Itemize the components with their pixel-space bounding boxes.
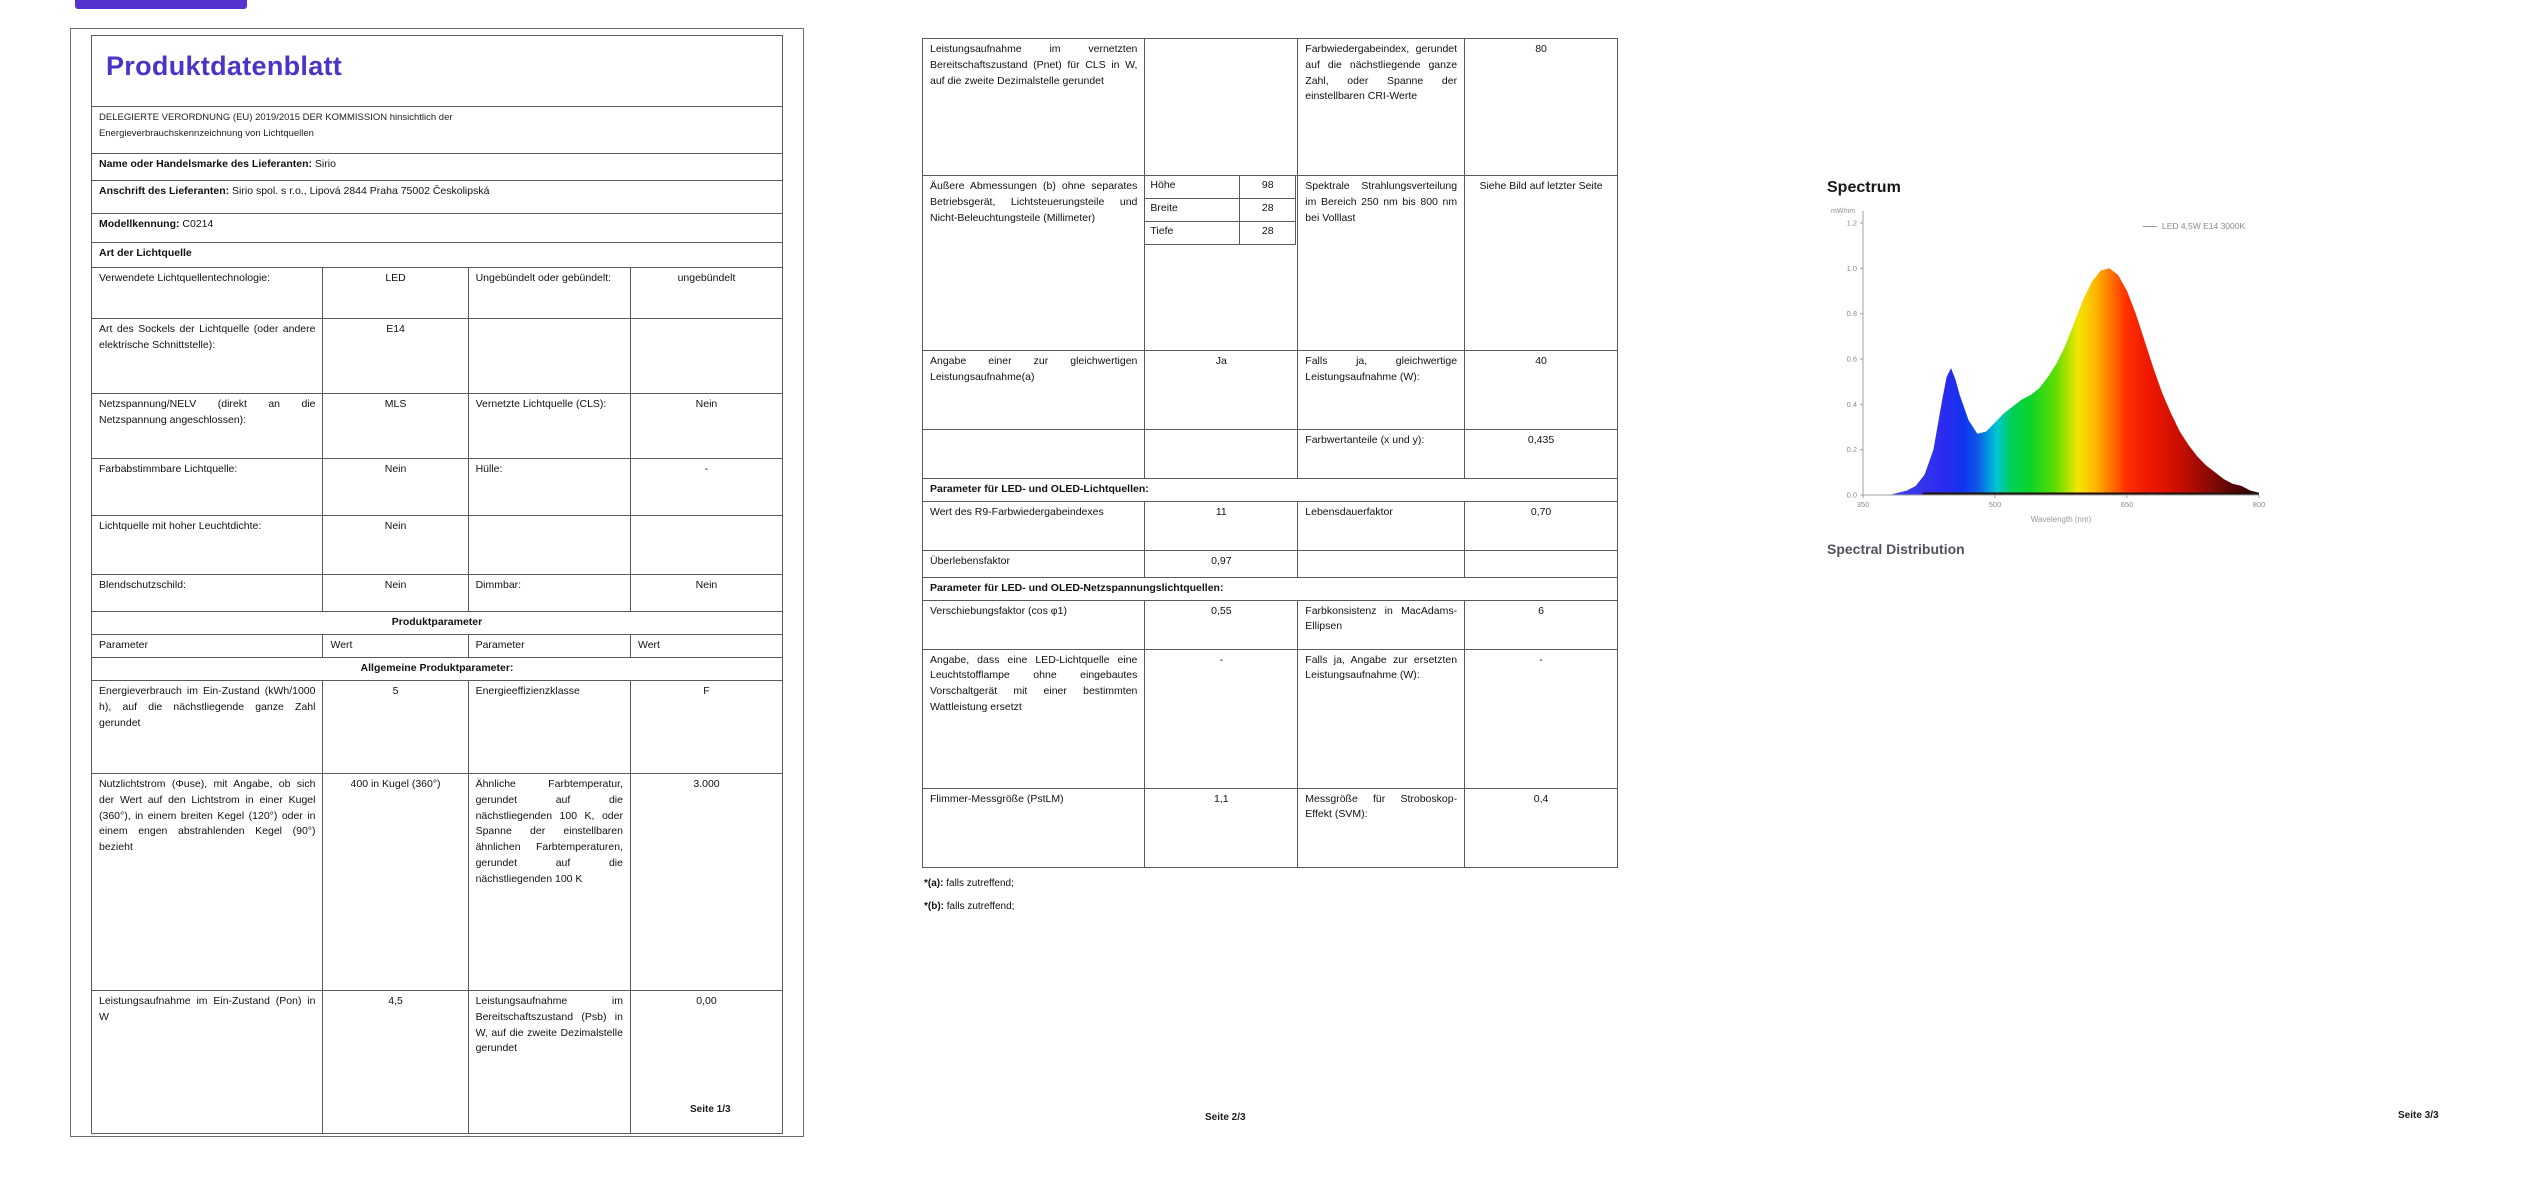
svg-text:1.0: 1.0 bbox=[1846, 263, 1857, 273]
dim-label: Breite bbox=[1145, 199, 1240, 222]
supplier-name-row bbox=[92, 154, 783, 181]
svg-text:mW/nm: mW/nm bbox=[1831, 208, 1856, 215]
section-led-oled: Parameter für LED- und OLED-Lichtquellen: bbox=[923, 479, 1618, 502]
param-value: LED bbox=[323, 268, 468, 319]
param-value: - bbox=[1465, 649, 1618, 788]
param-value: 0,00 bbox=[630, 991, 782, 1134]
param-label: Farbabstimmbare Lichtquelle: bbox=[92, 459, 323, 516]
table-row bbox=[92, 681, 783, 774]
table-row bbox=[923, 788, 1618, 867]
param-value: 0,4 bbox=[1465, 788, 1618, 867]
param-value: Nein bbox=[630, 394, 782, 459]
model-value: C0214 bbox=[182, 218, 214, 230]
footnote-b-mark: *(b): bbox=[924, 900, 944, 912]
param-value bbox=[1465, 550, 1618, 577]
svg-text:1.2: 1.2 bbox=[1846, 218, 1857, 228]
param-value: 0,97 bbox=[1145, 550, 1298, 577]
table-row bbox=[92, 991, 783, 1134]
param-label: Angabe, dass eine LED-Lichtquelle eine Leuchtstofflampe ohne eingebautes Vorschaltgerät mit einer bestimmten Wattleistung ersetzt bbox=[923, 649, 1145, 788]
param-value: 0,55 bbox=[1145, 600, 1298, 649]
param-label: Lichtquelle mit hoher Leuchtdichte: bbox=[92, 516, 323, 575]
param-label: Farbwiedergabeindex, gerundet auf die nächstliegende ganze Zahl, oder Spanne der einstellbaren CRI-Werte bbox=[1298, 39, 1465, 176]
model-row bbox=[92, 214, 783, 243]
param-label bbox=[1298, 550, 1465, 577]
param-value: MLS bbox=[323, 394, 468, 459]
param-label: Verschiebungsfaktor (cos φ1) bbox=[923, 600, 1145, 649]
param-label: Dimmbar: bbox=[468, 575, 630, 612]
svg-text:800: 800 bbox=[2252, 500, 2266, 509]
param-value: 400 in Kugel (360°) bbox=[323, 774, 468, 991]
param-label: Leistungsaufnahme im Ein-Zustand (Pon) in W bbox=[92, 991, 323, 1134]
table-row bbox=[92, 394, 783, 459]
table-row bbox=[92, 268, 783, 319]
section-produktparameter: Produktparameter bbox=[92, 612, 783, 635]
table-row bbox=[923, 550, 1618, 577]
svg-text:Wavelength (nm): Wavelength (nm) bbox=[2030, 515, 2092, 524]
param-label: Verwendete Lichtquellentechnologie: bbox=[92, 268, 323, 319]
param-label bbox=[468, 516, 630, 575]
table-row bbox=[1145, 222, 1296, 245]
param-value: 40 bbox=[1465, 351, 1618, 430]
param-value: 5 bbox=[323, 681, 468, 774]
table-row bbox=[92, 575, 783, 612]
param-label: Vernetzte Lichtquelle (CLS): bbox=[468, 394, 630, 459]
section-led-oled-mains: Parameter für LED- und OLED-Netzspannungslichtquellen: bbox=[923, 577, 1618, 600]
param-label bbox=[468, 319, 630, 394]
param-header-row bbox=[92, 635, 783, 658]
param-label: Farbkonsistenz in MacAdams-Ellipsen bbox=[1298, 600, 1465, 649]
param-label: Blendschutzschild: bbox=[92, 575, 323, 612]
param-label: Lebensdauerfaktor bbox=[1298, 501, 1465, 550]
model-label: Modellkennung: bbox=[99, 218, 180, 230]
footnote-b bbox=[924, 899, 1620, 914]
param-label: Ungebündelt oder gebündelt: bbox=[468, 268, 630, 319]
supplier-address-value: Sirio spol. s r.o., Lipová 2844 Praha 75002 Českolipská bbox=[232, 185, 490, 197]
table-row bbox=[923, 176, 1618, 351]
param-label: Energieeffizienzklasse bbox=[468, 681, 630, 774]
svg-text:0.8: 0.8 bbox=[1846, 309, 1857, 319]
dim-label: Höhe bbox=[1145, 176, 1240, 199]
param-label: Art des Sockels der Lichtquelle (oder andere elektrische Schnittstelle): bbox=[92, 319, 323, 394]
table-row bbox=[923, 600, 1618, 649]
spectrum-caption: Spectral Distribution bbox=[1827, 541, 1965, 557]
param-label: Energieverbrauch im Ein-Zustand (kWh/1000 h), auf die nächstliegende ganze Zahl gerundet bbox=[92, 681, 323, 774]
table-row bbox=[923, 351, 1618, 430]
param-value: 11 bbox=[1145, 501, 1298, 550]
dim-value: 28 bbox=[1240, 199, 1296, 222]
spectrum-page bbox=[1815, 175, 2495, 605]
param-value bbox=[630, 319, 782, 394]
param-label: Hülle: bbox=[468, 459, 630, 516]
dimensions-cell bbox=[1145, 176, 1298, 351]
regulation-line-1: DELEGIERTE VERORDNUNG (EU) 2019/2015 DER KOMMISSION hinsichtlich der bbox=[99, 112, 453, 123]
footnote-a-text: falls zutreffend; bbox=[943, 877, 1014, 889]
param-label: Äußere Abmessungen (b) ohne separates Betriebsgerät, Lichtsteuerungsteile und Nicht-Beleuchtungsteile (Millimeter) bbox=[923, 176, 1145, 351]
supplier-address-row bbox=[92, 181, 783, 214]
param-value: Ja bbox=[1145, 351, 1298, 430]
table-row bbox=[1145, 176, 1296, 199]
param-value bbox=[1145, 430, 1298, 479]
header-parameter: Parameter bbox=[92, 635, 323, 658]
svg-text:650: 650 bbox=[2120, 500, 2134, 509]
dim-value: 98 bbox=[1240, 176, 1296, 199]
svg-text:0.4: 0.4 bbox=[1846, 399, 1857, 409]
page-title: Produktdatenblatt bbox=[106, 51, 343, 81]
regulation-cell bbox=[92, 107, 783, 154]
param-value: Nein bbox=[323, 575, 468, 612]
svg-text:500: 500 bbox=[1988, 500, 2002, 509]
param-label: Falls ja, gleichwertige Leistungsaufnahme (W): bbox=[1298, 351, 1465, 430]
screen-edge-artifact bbox=[75, 0, 247, 9]
table-row bbox=[923, 501, 1618, 550]
param-label: Ähnliche Farbtemperatur, gerundet auf die nächstliegenden 100 K, oder Spanne der einstellbaren ähnlichen Farbtemperaturen, gerundet auf die nächstliegenden 100 K bbox=[468, 774, 630, 991]
param-label: Leistungsaufnahme im vernetzten Bereitschaftszustand (Pnet) für CLS in W, auf die zweite Dezimalstelle gerundet bbox=[923, 39, 1145, 176]
param-value: 3.000 bbox=[630, 774, 782, 991]
param-value: 0,70 bbox=[1465, 501, 1618, 550]
datasheet-table-page2 bbox=[922, 38, 1618, 868]
table-row bbox=[923, 430, 1618, 479]
table-row bbox=[92, 319, 783, 394]
param-value: 0,435 bbox=[1465, 430, 1618, 479]
param-value: 4,5 bbox=[323, 991, 468, 1134]
page1-footer: Seite 1/3 bbox=[690, 1104, 731, 1115]
legend-line-icon bbox=[2143, 226, 2157, 227]
param-value: Nein bbox=[323, 516, 468, 575]
svg-text:0.2: 0.2 bbox=[1846, 445, 1857, 455]
dimensions-mini-table bbox=[1145, 176, 1296, 246]
table-row bbox=[923, 649, 1618, 788]
dim-label: Tiefe bbox=[1145, 222, 1240, 245]
param-label: Nutzlichtstrom (Φuse), mit Angabe, ob sich der Wert auf den Lichtstrom in einer Kugel (360°), in einem breiten Kegel (120°) oder in einem engen abstrahlenden Kegel (90°) bezieht bbox=[92, 774, 323, 991]
param-value: Siehe Bild auf letzter Seite bbox=[1465, 176, 1618, 351]
param-label: Leistungsaufnahme im Bereitschaftszustand (Psb) in W, auf die zweite Dezimalstelle gerundet bbox=[468, 991, 630, 1134]
legend-label: LED 4,5W E14 3000K bbox=[2162, 221, 2246, 231]
param-value bbox=[1145, 39, 1298, 176]
param-label: Angabe einer zur gleichwertigen Leistungsaufnahme(a) bbox=[923, 351, 1145, 430]
header-parameter: Parameter bbox=[468, 635, 630, 658]
header-wert: Wert bbox=[630, 635, 782, 658]
title-cell bbox=[92, 36, 783, 107]
param-value bbox=[630, 516, 782, 575]
svg-text:0.6: 0.6 bbox=[1846, 354, 1857, 364]
svg-text:350: 350 bbox=[1856, 500, 1870, 509]
param-value: 80 bbox=[1465, 39, 1618, 176]
param-label: Wert des R9-Farbwiedergabeindexes bbox=[923, 501, 1145, 550]
supplier-address-label: Anschrift des Lieferanten: bbox=[99, 185, 230, 197]
param-label: Falls ja, Angabe zur ersetzten Leistungsaufnahme (W): bbox=[1298, 649, 1465, 788]
param-value: Nein bbox=[630, 575, 782, 612]
dim-value: 28 bbox=[1240, 222, 1296, 245]
table-row bbox=[92, 516, 783, 575]
param-label bbox=[923, 430, 1145, 479]
table-row bbox=[92, 459, 783, 516]
param-value: - bbox=[1145, 649, 1298, 788]
supplier-name-value: Sirio bbox=[314, 158, 336, 170]
header-wert: Wert bbox=[323, 635, 468, 658]
spectrum-title: Spectrum bbox=[1827, 179, 1901, 196]
spectrum-chart bbox=[1823, 203, 2293, 543]
param-value: ungebündelt bbox=[630, 268, 782, 319]
svg-text:0.0: 0.0 bbox=[1846, 490, 1857, 500]
param-label: Messgröße für Stroboskop-Effekt (SVM): bbox=[1298, 788, 1465, 867]
table-row bbox=[92, 774, 783, 991]
param-value: F bbox=[630, 681, 782, 774]
param-label: Flimmer-Messgröße (PstLM) bbox=[923, 788, 1145, 867]
supplier-name-label: Name oder Handelsmarke des Lieferanten: bbox=[99, 158, 312, 170]
footnote-a-mark: *(a): bbox=[924, 877, 944, 889]
param-value: E14 bbox=[323, 319, 468, 394]
param-label: Überlebensfaktor bbox=[923, 550, 1145, 577]
param-label: Farbwertanteile (x und y): bbox=[1298, 430, 1465, 479]
footnote-b-text: falls zutreffend; bbox=[944, 900, 1015, 912]
param-value: - bbox=[630, 459, 782, 516]
table-row bbox=[1145, 199, 1296, 222]
param-label: Spektrale Strahlungsverteilung im Bereich 250 nm bis 800 nm bei Volllast bbox=[1298, 176, 1465, 351]
param-value: 1,1 bbox=[1145, 788, 1298, 867]
footnote-a bbox=[924, 876, 1620, 891]
section-art-der-lichtquelle: Art der Lichtquelle bbox=[92, 243, 783, 268]
table-row bbox=[923, 39, 1618, 176]
param-value: Nein bbox=[323, 459, 468, 516]
chart-legend bbox=[2143, 221, 2245, 231]
section-allgemeine-produktparameter: Allgemeine Produktparameter: bbox=[92, 658, 783, 681]
param-label: Netzspannung/NELV (direkt an die Netzspannung angeschlossen): bbox=[92, 394, 323, 459]
datasheet-table-page1 bbox=[91, 35, 783, 1134]
regulation-line-2: Energieverbrauchskennzeichnung von Lichtquellen bbox=[99, 128, 314, 140]
page2-footer: Seite 2/3 bbox=[1205, 1112, 1246, 1123]
datasheet-page-2 bbox=[920, 30, 1620, 1110]
page3-footer: Seite 3/3 bbox=[2398, 1110, 2439, 1121]
param-value: 6 bbox=[1465, 600, 1618, 649]
datasheet-page-1 bbox=[70, 28, 804, 1137]
